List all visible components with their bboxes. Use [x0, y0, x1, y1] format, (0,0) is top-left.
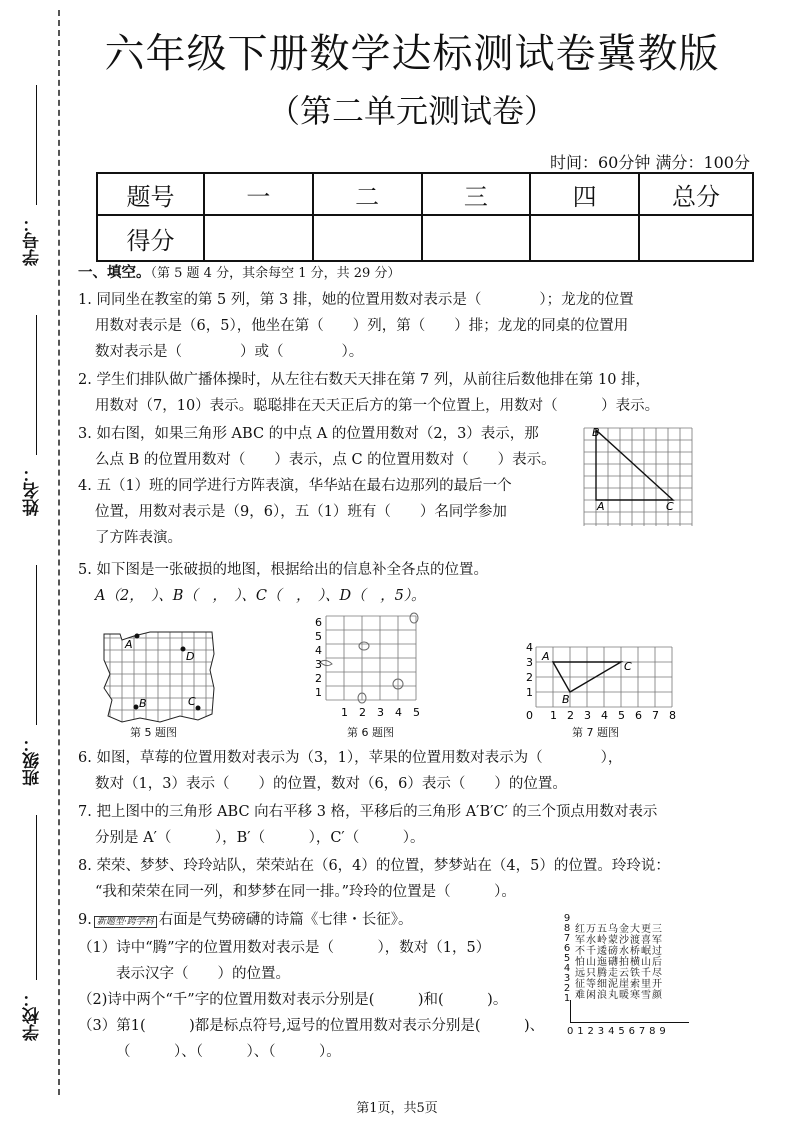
axis-label: 4 — [526, 641, 533, 654]
question-line: （ ）、（ ）、（ ）。 — [116, 1044, 341, 1060]
class-line — [36, 565, 37, 725]
poem-row: 难闲浪丸暖寒雪颜 — [575, 990, 663, 1001]
score-header-cell: 总分 — [639, 173, 753, 215]
point-label: B — [562, 693, 570, 706]
poem-axes — [570, 1000, 689, 1023]
question-6 — [78, 745, 622, 797]
axis-label: 6 — [635, 709, 642, 722]
question-line: 6. 如图，草莓的位置用数对表示为（3，1），苹果的位置用数对表示为（ ）， — [78, 750, 623, 766]
axis-label: 1 — [315, 686, 322, 699]
axis-label: 1 — [550, 709, 557, 722]
question-line: （2)诗中两个“千”字的位置用数对表示分别是( )和( )。 — [78, 992, 508, 1008]
score-cell[interactable] — [530, 215, 639, 261]
question-line: 用数对表示是（6，5），他坐在第（ ）列，第（ ）排；龙龙的同桌的位置用 — [95, 318, 629, 334]
score-cell[interactable] — [422, 215, 531, 261]
axis-label: 1 — [526, 686, 533, 699]
axis-label: 1 — [341, 706, 348, 719]
point-label: B — [592, 426, 600, 439]
question-line: 么点 B 的位置用数对（ ）表示，点 C 的位置用数对（ ）表示。 — [95, 452, 556, 468]
question-8 — [78, 853, 670, 905]
score-header-cell: 三 — [422, 173, 531, 215]
question-4 — [78, 473, 512, 551]
axis-label: 3 — [526, 656, 533, 669]
fig5-broken-map — [100, 630, 218, 726]
axis-label: 7 — [652, 709, 659, 722]
question-line: 用数对（7，10）表示。聪聪排在天天正后方的第一个位置上，用数对（ ）表示。 — [95, 398, 660, 414]
binding-dashed-line — [58, 10, 60, 1095]
axis-label: 3 — [315, 658, 322, 671]
axis-label: 4 — [601, 709, 608, 722]
axis-label: 4 — [315, 644, 322, 657]
student-id-label: 学号： — [23, 215, 43, 266]
question-line: （3）第1( )都是标点符号,逗号的位置用数对表示分别是( )、 — [78, 1018, 545, 1034]
score-table — [96, 172, 754, 262]
score-cell[interactable] — [639, 215, 753, 261]
axis-label: 0 — [526, 709, 533, 722]
question-line: “我和荣荣在同一列，和梦梦在同一排。”玲玲的位置是（ ）。 — [95, 884, 516, 900]
score-row-label: 得分 — [97, 215, 204, 261]
axis-label: 4 — [395, 706, 402, 719]
question-3 — [78, 421, 556, 473]
question-line: 分别是 A′（ ），B′（ ），C′（ ）。 — [95, 830, 425, 846]
poem-y-axis: 9 8 7 6 5 4 3 2 1 — [563, 913, 571, 1004]
poem-row: 不千逶磅水桥岷过 — [575, 946, 663, 957]
axis-label: 2 — [526, 671, 533, 684]
fig6-caption: 第 6 题图 — [347, 726, 394, 739]
question-line: 位置，用数对表示是（9，6），五（1）班有（ ）名同学参加 — [95, 504, 507, 520]
point-label: A — [125, 638, 133, 651]
question-2 — [78, 367, 659, 419]
point-label: A — [597, 500, 605, 513]
axis-label: 2 — [567, 709, 574, 722]
name-line — [36, 315, 37, 455]
point-label: C — [666, 500, 674, 513]
question-line: 表示汉字（ ）的位置。 — [116, 966, 290, 982]
poem-row: 军水岭蒙沙渡喜军 — [575, 935, 663, 946]
axis-label: 6 — [315, 616, 322, 629]
point-label: C — [624, 660, 632, 673]
question-line: 了方阵表演。 — [95, 530, 182, 546]
new-question-badge: 新题型·跨学科 — [94, 916, 157, 928]
question-line: A（2， ）、B（ ， ）、C（ ， ）、D（ ，5）。 — [95, 588, 426, 604]
question-line: 1. 同同坐在教室的第 5 列，第 3 排，她的位置用数对表示是（ ）；龙龙的位置 — [78, 292, 634, 308]
poem-row: 怕山迤礴拍横山后 — [575, 957, 663, 968]
point-label: D — [186, 650, 195, 663]
axis-label: 3 — [584, 709, 591, 722]
page-title: 六年级下册数学达标测试卷冀教版 — [104, 31, 720, 77]
axis-label: 2 — [315, 672, 322, 685]
poem-grid — [562, 914, 692, 1044]
question-line: （1）诗中“腾”字的位置用数对表示是（ ），数对（1，5） — [78, 940, 491, 956]
question-line: 8. 荣荣、梦梦、玲玲站队，荣荣站在（6，4）的位置，梦梦站在（4，5）的位置。玲玲说： — [78, 858, 670, 874]
question-9: 9. 新题型·跨学科 右面是气势磅礴的诗篇《七律・长征》。 （1）诗中“腾”字的位置用数对表示是（ ），数对（1，5） 表示汉字（ ）的位置。 （2)诗中两个“千”字的位置用数对表示分别是( )和( )。 （3）第1( )都是标点符号,逗号的位置用数对表示分别是( )、 （ ）、（ ）、（ ）。 — [78, 907, 544, 1065]
question-line: 4. 五（1）班的同学进行方阵表演，华华站在最右边那列的最后一个 — [78, 478, 512, 494]
fig5-caption: 第 5 题图 — [130, 726, 177, 739]
axis-label: 5 — [315, 630, 322, 643]
poem-row: 征等细泥崖索里开 — [575, 979, 663, 990]
question-line: 3. 如右图，如果三角形 ABC 的中点 A 的位置用数对（2，3）表示，那 — [78, 426, 539, 442]
name-label: 姓名： — [23, 465, 43, 516]
score-header-cell: 四 — [530, 173, 639, 215]
fig6-fruit-grid — [310, 612, 428, 722]
poem-row: 红万五乌金大更三 — [575, 924, 663, 935]
score-header-cell: 一 — [204, 173, 313, 215]
page-footer: 第1页，共5页 — [356, 1101, 438, 1116]
score-header-cell: 题号 — [97, 173, 204, 215]
question-7 — [78, 799, 657, 851]
section-heading: 一、填空。 — [78, 265, 151, 281]
point-label: C — [188, 695, 196, 708]
score-cell[interactable] — [313, 215, 422, 261]
poem-rows — [575, 924, 663, 1001]
fig7-caption: 第 7 题图 — [572, 726, 619, 739]
school-line — [36, 815, 37, 980]
question-line: 数对表示是（ ）或（ ）。 — [95, 344, 364, 360]
poem-x-axis: 0123456789 — [567, 1026, 670, 1037]
axis-label: 5 — [413, 706, 420, 719]
score-cell[interactable] — [204, 215, 313, 261]
axis-label: 5 — [618, 709, 625, 722]
axis-label: 2 — [359, 706, 366, 719]
score-header-cell: 二 — [313, 173, 422, 215]
poem-row: 远只腾走云铁千尽 — [575, 968, 663, 979]
time-info: 时间：60分钟 满分：100分 — [550, 153, 750, 172]
class-label: 班级： — [23, 735, 43, 786]
triangle-abc — [596, 430, 673, 500]
question-line: 2. 学生们排队做广播体操时，从左往右数天天排在第 7 列，从前往后数他排在第 10 排， — [78, 372, 651, 388]
school-label: 学校： — [23, 990, 43, 1041]
point-label: B — [139, 697, 147, 710]
question-line: 5. 如下图是一张破损的地图，根据给出的信息补全各点的位置。 — [78, 562, 488, 578]
q3-triangle-figure — [580, 424, 698, 530]
question-line: 右面是气势磅礴的诗篇《七律・长征》。 — [158, 912, 413, 928]
question-line: 7. 把上图中的三角形 ABC 向右平移 3 格，平移后的三角形 A′B′C′ 的三个顶点用数对表示 — [78, 804, 658, 820]
axis-label: 8 — [669, 709, 676, 722]
page-subtitle: （第二单元测试卷） — [267, 92, 556, 130]
section-note: （第 5 题 4 分，其余每空 1 分，共 29 分） — [150, 266, 401, 281]
axis-label: 3 — [377, 706, 384, 719]
question-1 — [78, 287, 634, 365]
question-line: 数对（1，3）表示（ ）的位置，数对（6，6）表示（ ）的位置。 — [95, 776, 567, 792]
question-5 — [78, 557, 488, 609]
fig7-triangle-grid — [522, 641, 686, 723]
point-label: A — [542, 650, 550, 663]
